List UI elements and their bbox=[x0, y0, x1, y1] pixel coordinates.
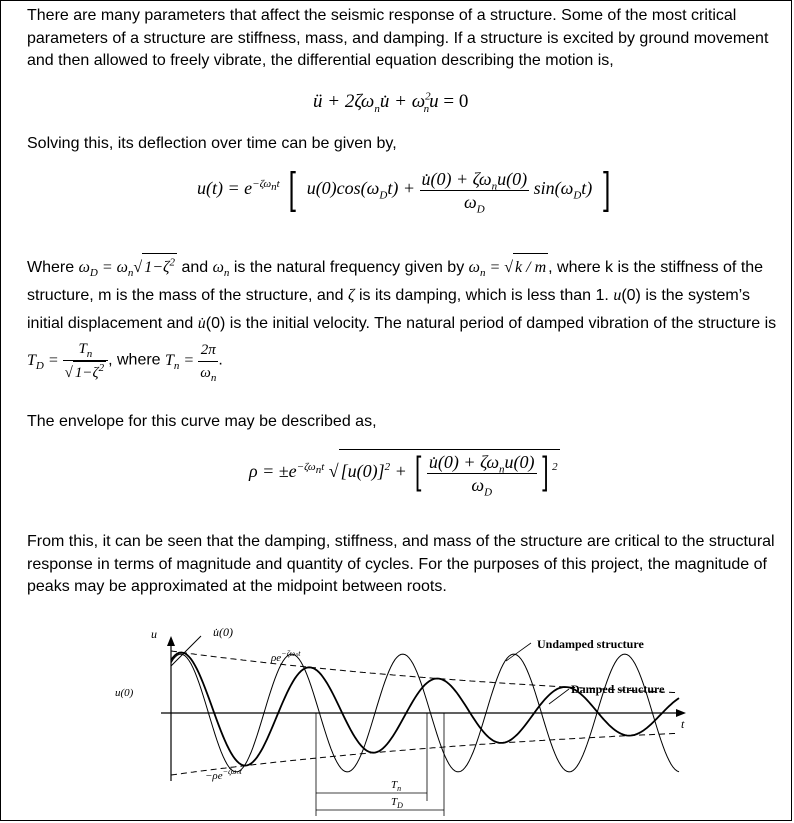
solving-paragraph: Solving this, its deflection over time can be given by, bbox=[27, 135, 397, 152]
u0-label: u(0) bbox=[115, 687, 134, 699]
damped-label: Damped structure bbox=[571, 682, 665, 696]
lower-envelope-base: −ρe bbox=[205, 770, 223, 782]
natural-frequency-eq: $\omega_n$ = √ k / m bbox=[469, 259, 548, 276]
td-base: T bbox=[391, 796, 398, 808]
upper-envelope-label bbox=[270, 649, 301, 664]
u-axis-label: u bbox=[151, 627, 157, 641]
where-and: and bbox=[181, 259, 209, 276]
damped-frequency-eq: $\omega_D = \omega_n√$ $1-\zeta^2$ bbox=[79, 259, 177, 276]
deflection-equation: $u(t) = e^{-\zeta\omega_nt}$ [ $u(0)\cos(\omega_Dt)$ + $\frac{u̇(0) + \zeta\omega_nu(0)}{\omega_D}$ $\sin(\omega_Dt)$ ] bbox=[197, 163, 611, 217]
where-prefix: Where bbox=[27, 259, 75, 276]
where-where: , where bbox=[108, 351, 161, 369]
slope-tangent bbox=[171, 636, 201, 666]
where-initial-disp: is the system’s initial displacement and bbox=[27, 287, 750, 332]
vibration-figure bbox=[101, 606, 701, 821]
damped-leader bbox=[549, 689, 569, 704]
where-stiffness: , where k is the stiffness of the structure, m is the mass of the structure, and bbox=[27, 259, 764, 304]
td-label bbox=[391, 796, 403, 810]
lower-envelope-label bbox=[205, 767, 243, 782]
where-damping: is its damping, which is less than 1. bbox=[358, 287, 609, 304]
initial-displacement-symbol: u bbox=[613, 287, 622, 304]
u0-dot-label: u̇(0) bbox=[213, 625, 233, 639]
where-natural: is the natural frequency given by bbox=[233, 259, 465, 276]
envelope-paragraph: The envelope for this curve may be described as, bbox=[27, 413, 377, 430]
t-axis-label: t bbox=[681, 717, 685, 731]
u-axis-arrow bbox=[167, 636, 175, 646]
initial-velocity-symbol: u̇ bbox=[197, 315, 206, 332]
natural-period-eq: $T_n$ = $\frac{2\pi}{\omega_n}$ bbox=[165, 352, 218, 369]
tn-label bbox=[391, 779, 401, 793]
t-axis-arrow bbox=[676, 709, 686, 717]
where-paragraph: Where $\omega_D = \omega_n√$ $1-\zeta^2$ and $\omega_n$ is the natural frequency given by $\omega_n$ = √ k / m , where k is the stiffness of the structure, m is the mass of the structure, and ζ is its damping, which is less than 1. u(0) is the system’s initial displacement and u̇(0) is the initial velocity. The natural period of damped vibration of the structure is $T_D$ = $\frac{T_n}{√ 1-\zeta^2}$ , where $T_n$ = $\frac{2\pi}{\omega_n}$ . bbox=[27, 253, 779, 384]
intro-paragraph: There are many parameters that affect the seismic response of a structure. Some of the most critical parameters of a structure are stiffness, mass, and damping. If a structure is excited by ground movement and then allowed to freely vibrate, the differential equation describing the motion is, bbox=[27, 7, 769, 69]
natural-frequency-symbol: $\omega_n$ bbox=[212, 259, 230, 280]
envelope-equation: $\rho = \pm e^{-\zeta\omega_nt}$ √ $[u(0)]^2$ + [ $\frac{u̇(0) + \zeta\omega_nu(0)}{\omega_D}$ ] $^2$ bbox=[249, 450, 558, 499]
tn-base: T bbox=[391, 779, 398, 791]
lower-envelope-exponent: −ζωₙt bbox=[222, 767, 242, 776]
where-initial-vel: is the initial velocity. The natural period of damped vibration of the structure is bbox=[229, 315, 777, 332]
td-subscript: D bbox=[397, 801, 403, 810]
equation-of-motion: ü + $2\zeta\omega_nu̇ + \omega^2_nu = 0$ bbox=[313, 90, 469, 115]
upper-envelope-base: ρe bbox=[271, 652, 282, 664]
upper-envelope-exponent: −ζωₙt bbox=[281, 649, 301, 658]
undamped-label: Undamped structure bbox=[537, 637, 644, 651]
tn-subscript: n bbox=[397, 784, 402, 793]
undamped-leader bbox=[506, 643, 531, 661]
lower-envelope-curve bbox=[171, 733, 679, 775]
damped-period-eq: $T_D$ = $\frac{T_n}{√ 1-\zeta^2}$ bbox=[27, 352, 108, 369]
damping-symbol: ζ bbox=[348, 287, 355, 304]
conclusion-paragraph: From this, it can be seen that the damping, stiffness, and mass of the structure are critical to the structural response in terms of magnitude and quantity of cycles. For the purposes of this project, the magnitude of peaks may be approximated at the midpoint between roots. bbox=[27, 533, 775, 595]
